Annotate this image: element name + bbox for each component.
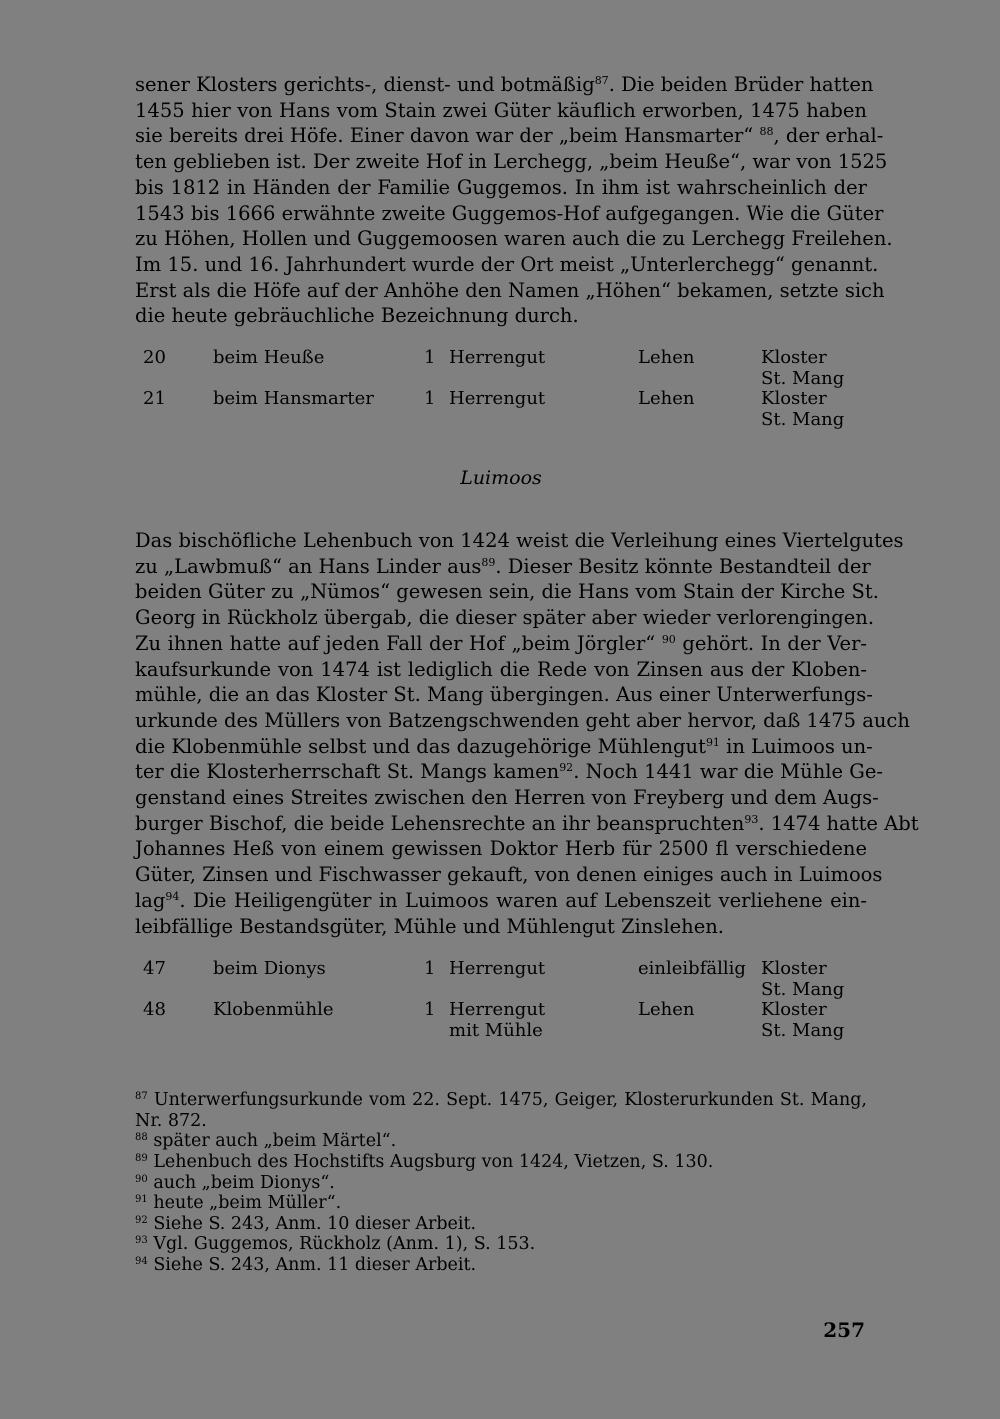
farm-number: 21 — [143, 388, 166, 410]
text-line: Güter, Zinsen und Fischwasser gekauft, von denen einiges auch in Luimoos — [135, 863, 883, 887]
text-line: Georg in Rückholz übergab, die dieser später aber wieder verlorengingen. — [135, 606, 875, 630]
table-row — [135, 389, 867, 430]
farm-name: beim Heuße — [213, 347, 325, 369]
text-line: die heute gebräuchliche Bezeichnung durch. — [135, 304, 579, 328]
footnote: $^{87}$ Unterwerfungsurkunde vom 22. Sept. 1475, Geiger, Klosterurkunden St. Mang, — [135, 1090, 867, 1111]
footnote: $^{93}$ Vgl. Guggemos, Rückholz (Anm. 1), S. 153. — [135, 1234, 536, 1255]
text-line: urkunde des Müllers von Batzengschwenden geht aber hervor, daß 1475 auch — [135, 708, 910, 732]
footnote-ref[interactable]: 88 — [759, 125, 774, 139]
text-line: sener Klosters gerichts-, dienst- und botmäßig$^{87}$. Die beiden Brüder hatten — [135, 73, 874, 96]
farm-count: 1 — [424, 347, 436, 369]
farm-owner: Kloster St. Mang — [761, 347, 845, 389]
paragraph-luimoos — [135, 528, 919, 939]
farm-tenure: Lehen — [638, 999, 695, 1021]
footnote-continuation: Nr. 872. — [135, 1110, 207, 1131]
farm-owner: Kloster St. Mang — [761, 958, 845, 1000]
farm-number: 20 — [143, 347, 166, 369]
farm-tenure: Lehen — [638, 347, 695, 369]
footnote-ref[interactable]: 91 — [705, 735, 720, 749]
farm-name: Klobenmühle — [213, 999, 334, 1021]
table-row — [135, 348, 867, 389]
text-line: leibfällige Bestandsgüter, Mühle und Mühlengut Zinslehen. — [135, 914, 724, 938]
farm-number: 47 — [143, 958, 166, 980]
farm-name: beim Dionys — [213, 958, 326, 980]
footnotes — [135, 1090, 867, 1275]
text-line: Das bischöfliche Lehenbuch von 1424 weist die Verleihung eines Viertelgutes — [135, 529, 904, 553]
text-line: zu „Lawbmuß“ an Hans Linder aus$^{89}$. Dieser Besitz könnte Bestandteil der — [135, 554, 871, 578]
footnote-ref[interactable]: 92 — [559, 761, 574, 775]
text-line: sie bereits drei Höfe. Einer davon war der „beim Hansmarter“ $^{88}$, der erhal- — [135, 124, 884, 148]
footnote: $^{90}$ auch „beim Dionys“. — [135, 1172, 335, 1193]
footnote: $^{91}$ heute „beim Müller“. — [135, 1193, 342, 1214]
text-line: mühle, die an das Kloster St. Mang übergingen. Aus einer Unterwerfungs- — [135, 683, 873, 707]
table-row — [135, 1000, 867, 1041]
farm-owner: Kloster St. Mang — [761, 388, 845, 430]
text-line: Im 15. und 16. Jahrhundert wurde der Ort meist „Unterlerchegg“ genannt. — [135, 252, 879, 276]
farm-owner: Kloster St. Mang — [761, 999, 845, 1041]
footnote: $^{94}$ Siehe S. 243, Anm. 11 dieser Arbeit. — [135, 1255, 477, 1276]
farm-type: Herrengut mit Mühle — [449, 999, 546, 1041]
farm-name: beim Hansmarter — [213, 388, 374, 410]
farm-number: 48 — [143, 999, 166, 1021]
farm-table-lerchegg — [135, 348, 867, 430]
text-line: 1543 bis 1666 erwähnte zweite Guggemos-Hof aufgegangen. Wie die Güter — [135, 201, 884, 225]
farm-type: Herrengut — [449, 347, 546, 369]
footnote: $^{92}$ Siehe S. 243, Anm. 10 dieser Arbeit. — [135, 1213, 477, 1234]
text-line: Erst als die Höfe auf der Anhöhe den Namen „Höhen“ bekamen, setzte sich — [135, 278, 885, 302]
farm-tenure: Lehen — [638, 388, 695, 410]
footnote: $^{89}$ Lehenbuch des Hochstifts Augsburg von 1424, Vietzen, S. 130. — [135, 1152, 714, 1173]
text-line: genstand eines Streites zwischen den Herren von Freyberg und dem Augs- — [135, 786, 879, 810]
footnote: $^{88}$ später auch „beim Märtel“. — [135, 1131, 397, 1152]
farm-count: 1 — [424, 958, 436, 980]
farm-count: 1 — [424, 388, 436, 410]
section-title: Luimoos — [460, 467, 542, 490]
text-line: ter die Klosterherrschaft St. Mangs kamen$^{92}$. Noch 1441 war die Mühle Ge- — [135, 760, 883, 784]
farm-table-luimoos — [135, 959, 867, 1041]
page-body — [135, 72, 919, 1276]
text-line: bis 1812 in Händen der Familie Guggemos. In ihm ist wahrscheinlich der — [135, 175, 867, 199]
footnote-ref[interactable]: 87 — [594, 74, 609, 87]
text-line: lag$^{94}$. Die Heiligengüter in Luimoos waren auf Lebenszeit verliehene ein- — [135, 888, 867, 912]
footnote-ref[interactable]: 93 — [744, 812, 759, 826]
page-number: 257 — [823, 1318, 865, 1342]
text-line: beiden Güter zu „Nümos“ gewesen sein, die Hans vom Stain der Kirche St. — [135, 580, 879, 604]
footnote-ref[interactable]: 90 — [661, 632, 676, 646]
text-line: burger Bischof, die beide Lehensrechte an ihr beanspruchten$^{93}$. 1474 hatte Abt — [135, 811, 919, 835]
table-row — [135, 959, 867, 1000]
text-line: die Klobenmühle selbst und das dazugehörige Mühlengut$^{91}$ in Luimoos un- — [135, 734, 873, 758]
text-line: zu Höhen, Hollen und Guggemoosen waren auch die zu Lerchegg Freilehen. — [135, 227, 893, 251]
text-line: ten geblieben ist. Der zweite Hof in Lerchegg, „beim Heuße“, war von 1525 — [135, 150, 888, 174]
paragraph-lerchegg — [135, 72, 893, 329]
text-line: 1455 hier von Hans vom Stain zwei Güter käuflich erworben, 1475 haben — [135, 98, 867, 122]
farm-type: Herrengut — [449, 958, 546, 980]
text-line: Johannes Heß von einem gewissen Doktor Herb für 2500 fl verschiedene — [135, 837, 867, 861]
text-line: Zu ihnen hatte auf jeden Fall der Hof „beim Jörgler“ $^{90}$ gehört. In der Ver- — [135, 631, 867, 655]
farm-type: Herrengut — [449, 388, 546, 410]
footnote-ref[interactable]: 94 — [165, 889, 180, 903]
footnote-ref[interactable]: 89 — [481, 555, 496, 569]
text-line: kaufsurkunde von 1474 ist lediglich die Rede von Zinsen aus der Kloben- — [135, 657, 867, 681]
farm-tenure: einleibfällig — [638, 958, 746, 980]
farm-count: 1 — [424, 999, 436, 1021]
